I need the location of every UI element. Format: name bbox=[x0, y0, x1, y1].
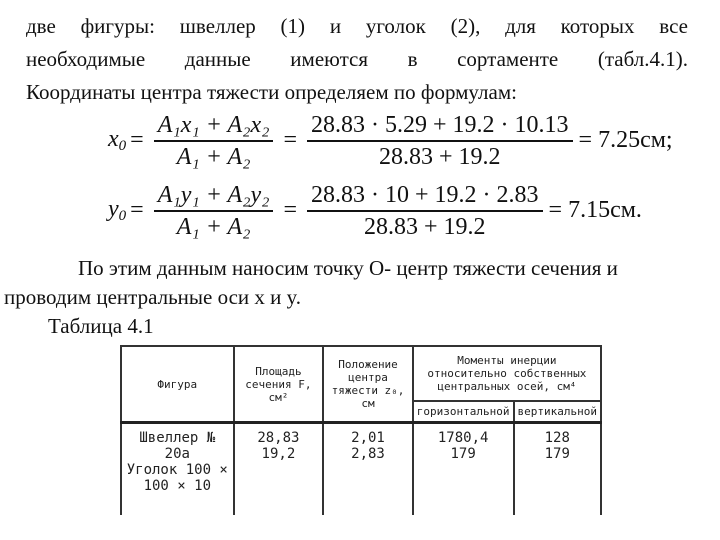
formula-x0-symbolic-numerator: A₁x₁ + A₂x₂ bbox=[157, 112, 270, 138]
header-horizontal: горизонтальной bbox=[413, 401, 514, 423]
row-1-center: 2,01 bbox=[351, 430, 385, 447]
formula-x0-numeric-fraction bbox=[307, 110, 573, 172]
formula-x0-numeric-denominator: 28.83 + 19.2 bbox=[379, 143, 501, 170]
formula-y0-equals-1: = bbox=[130, 197, 144, 224]
row-1-area: 28,83 bbox=[257, 430, 300, 447]
row-1-horizontal: 1780,4 bbox=[437, 430, 489, 447]
formula-x0-result: = 7.25см; bbox=[578, 127, 673, 154]
formula-x0-variable: $x_0$ bbox=[108, 126, 127, 155]
paragraph-2-line-1: По этим данным наносим точку О- центр тяжести сечения и bbox=[78, 256, 618, 280]
table-row bbox=[121, 423, 601, 515]
formula-y0-symbolic-fraction bbox=[154, 180, 274, 242]
row-1-vertical: 128 bbox=[544, 430, 570, 447]
header-vertical: вертикальной bbox=[514, 401, 601, 423]
formula-y0-numeric-denominator: 28.83 + 19.2 bbox=[364, 213, 486, 240]
row-2-vertical: 179 bbox=[544, 446, 570, 463]
row-2-horizontal: 179 bbox=[450, 446, 476, 463]
header-center: Положение центра тяжести z₀, см bbox=[323, 346, 413, 423]
cell-figure bbox=[121, 423, 234, 515]
formula-x0 bbox=[108, 110, 673, 172]
paragraph-1-line-2: необходимые данные имеются в сортаменте (табл.4.1). bbox=[26, 47, 688, 71]
paragraph-1-line-1: две фигуры: швеллер (1) и уголок (2), для которых все bbox=[26, 14, 688, 38]
header-area: Площадь сечения F, см² bbox=[234, 346, 324, 423]
properties-table bbox=[120, 345, 602, 515]
formula-y0-symbolic-denominator: A₁ + A₂ bbox=[176, 213, 251, 240]
formula-y0-result: = 7.15см. bbox=[548, 197, 642, 224]
formula-x0-numeric-numerator: 28.83 · 5.29 + 19.2 · 10.13 bbox=[311, 112, 569, 138]
formula-y0-numeric-numerator: 28.83 · 10 + 19.2 · 2.83 bbox=[311, 182, 539, 208]
cell-center bbox=[323, 423, 413, 515]
row-2-center: 2,83 bbox=[351, 446, 385, 463]
row-1-figure: Швеллер № 20а bbox=[139, 430, 216, 463]
cell-area bbox=[234, 423, 324, 515]
table-4-1-scan bbox=[120, 345, 602, 515]
formula-y0-numeric-fraction bbox=[307, 180, 543, 242]
formula-y0-equals-2: = bbox=[283, 197, 298, 224]
formula-x0-symbolic-denominator: A₁ + A₂ bbox=[176, 143, 251, 170]
formula-y0-symbolic-numerator: A₁y₁ + A₂y₂ bbox=[157, 182, 270, 208]
paragraph-2-line-2: проводим центральные оси x и y. bbox=[4, 285, 302, 309]
paragraph-1-line-3: Координаты центра тяжести определяем по формулам: bbox=[26, 80, 517, 104]
header-moments: Моменты инерции относительно собственных центральных осей, см⁴ bbox=[413, 346, 601, 401]
table-caption: Таблица 4.1 bbox=[48, 314, 154, 338]
formula-y0 bbox=[108, 180, 642, 242]
formula-x0-equals-2: = bbox=[283, 127, 298, 154]
row-2-figure: Уголок 100 × 100 × 10 bbox=[126, 462, 228, 495]
formula-x0-symbolic-fraction bbox=[154, 110, 274, 172]
cell-horizontal bbox=[413, 423, 514, 515]
formula-x0-equals-1: = bbox=[130, 127, 144, 154]
row-2-area: 19,2 bbox=[261, 446, 296, 463]
formula-y0-variable: $y_0$ bbox=[108, 196, 127, 225]
header-figure: Фигура bbox=[121, 346, 234, 423]
cell-vertical bbox=[514, 423, 601, 515]
